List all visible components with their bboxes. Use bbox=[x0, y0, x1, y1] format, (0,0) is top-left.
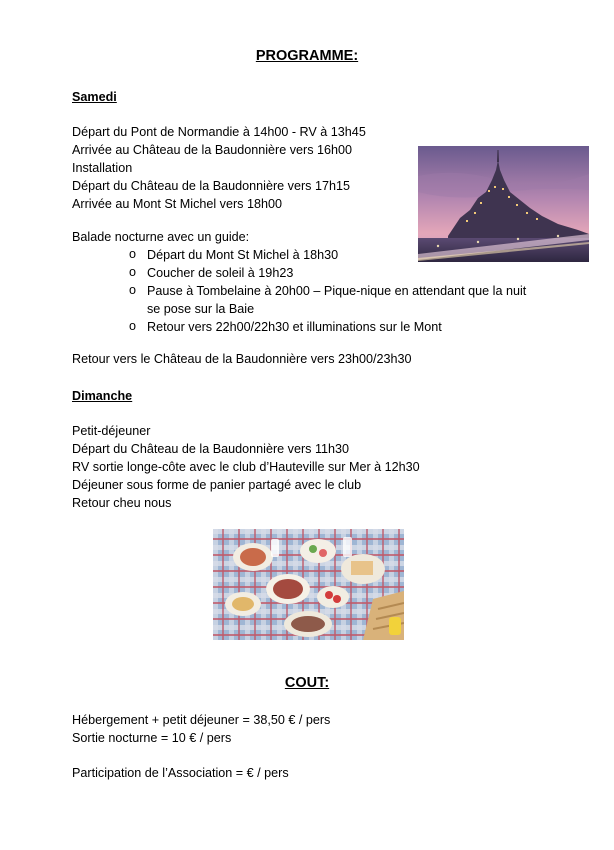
bullet-marker: o bbox=[129, 319, 137, 333]
dimanche-heading: Dimanche bbox=[72, 389, 133, 403]
bullet-marker: o bbox=[129, 265, 137, 279]
balade-bullet: Départ du Mont St Michel à 18h30 bbox=[147, 248, 339, 262]
programme-title: PROGRAMME: bbox=[255, 48, 359, 64]
cout-title: COUT: bbox=[284, 675, 330, 691]
dimanche-line: RV sortie longe-côte avec le club d’Hauteville sur Mer à 12h30 bbox=[72, 460, 420, 474]
mont-saint-michel-photo bbox=[418, 146, 589, 262]
cout-line: Hébergement + petit déjeuner = 38,50 € / pers bbox=[72, 713, 331, 727]
dimanche-line: Petit-déjeuner bbox=[72, 424, 151, 438]
balade-bullet: Pause à Tombelaine à 20h00 – Pique-nique en attendant que la nuit se pose sur la Baie bbox=[147, 284, 527, 316]
balade-intro: Balade nocturne avec un guide: bbox=[72, 230, 250, 244]
samedi-line: Départ du Château de la Baudonnière vers 17h15 bbox=[72, 179, 350, 193]
dimanche-line: Retour cheu nous bbox=[72, 496, 172, 510]
dimanche-line: Déjeuner sous forme de panier partagé avec le club bbox=[72, 478, 362, 492]
picnic-photo bbox=[213, 529, 404, 640]
samedi-retour: Retour vers le Château de la Baudonnière vers 23h00/23h30 bbox=[72, 352, 412, 366]
cout-participation: Participation de l’Association = € / pers bbox=[72, 766, 289, 780]
samedi-line: Départ du Pont de Normandie à 14h00 - RV à 13h45 bbox=[72, 125, 366, 139]
samedi-line: Installation bbox=[72, 161, 133, 175]
samedi-line: Arrivée au Mont St Michel vers 18h00 bbox=[72, 197, 282, 211]
balade-bullet: Retour vers 22h00/22h30 et illuminations sur le Mont bbox=[147, 320, 442, 334]
balade-bullet: Coucher de soleil à 19h23 bbox=[147, 266, 294, 280]
bullet-marker: o bbox=[129, 247, 137, 261]
samedi-heading: Samedi bbox=[72, 90, 117, 104]
dimanche-line: Départ du Château de la Baudonnière vers 11h30 bbox=[72, 442, 350, 456]
cout-line: Sortie nocturne = 10 € / pers bbox=[72, 731, 232, 745]
samedi-line: Arrivée au Château de la Baudonnière vers 16h00 bbox=[72, 143, 353, 157]
bullet-marker: o bbox=[129, 283, 137, 297]
